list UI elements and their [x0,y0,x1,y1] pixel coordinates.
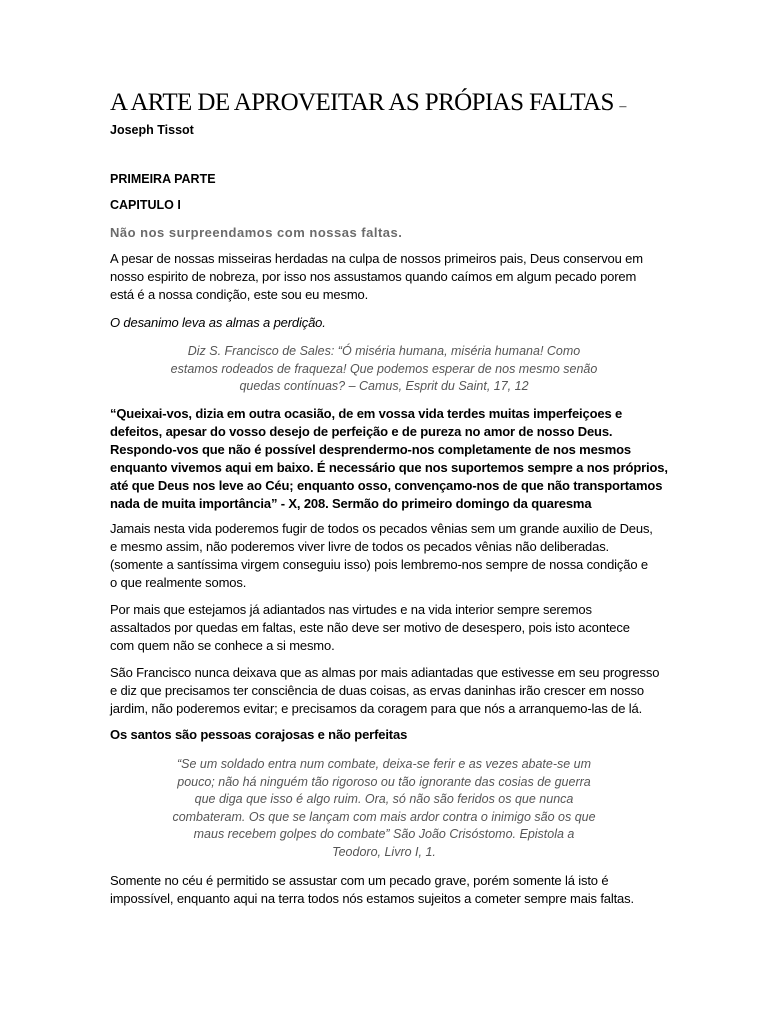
paragraph-line: o que realmente somos. [110,575,247,590]
paragraph-line: Somente no céu é permitido se assustar com um pecado grave, porém somente lá isto é [110,873,609,888]
paragraph-line: até que Deus nos leve ao Céu; enquanto osso, convençamo-nos de que não transportamos [110,478,663,493]
paragraph-line: e diz que precisamos ter consciência de duas coisas, as ervas daninhas irão crescer em nosso [110,683,644,698]
paragraph-line: Respondo-vos que não é possível desprendermo-nos completamente de nos mesmos [110,442,632,457]
paragraph-6 [110,664,658,718]
paragraph-line: está é a nossa condição, este sou eu mesmo. [110,287,369,302]
paragraph-2: O desanimo leva as almas a perdição. [110,315,326,330]
document-title-line [110,88,658,122]
document-page [110,88,668,906]
title-dash: – [619,99,626,114]
paragraph-line: e mesmo assim, não poderemos viver livre de todos os pecados vênias não deliberadas. [110,539,610,554]
paragraph-line: defeitos, apesar do vosso desejo de perfeição e de pureza no amor de nosso Deus. [110,424,613,439]
document-title: A ARTE DE APROVEITAR AS PRÓPIAS FALTAS [110,89,614,116]
quote-line: Teodoro, Livro I, 1. [332,844,436,859]
quote-line: estamos rodeados de fraqueza! Que podemos esperar de nos mesmo senão [170,361,598,376]
paragraph-line: Por mais que estejamos já adiantados nas virtudes e na vida interior sempre seremos [110,602,592,617]
quote-2 [110,756,658,861]
paragraph-line: “Queixai-vos, dizia em outra ocasião, de em vossa vida terdes muitas imperfeiçoes e [110,406,623,421]
paragraph-7: Os santos são pessoas corajosas e não perfeitas [110,727,408,742]
quote-line: quedas contínuas? – Camus, Esprit du Saint, 17, 12 [239,379,529,393]
paragraph-line: nosso espirito de nobreza, por isso nos assustamos quando caímos em algum pecado porem [110,269,637,284]
quote-line: maus recebem golpes do combate” São João Crisóstomo. Epistola a [193,827,575,841]
quote-line: combateram. Os que se lançam com mais ardor contra o inimigo são os que [172,809,596,824]
paragraph-line: (somente a santíssima virgem conseguiu isso) pois lembremo-nos sempre de nossa condição e [110,557,648,572]
paragraph-line: impossível, enquanto aqui na terra todos nós estamos sujeitos a cometer sempre mais faltas. [110,891,634,906]
paragraph-line: enquanto vivemos aqui em baixo. É necessário que nos suportemos sempre a nos próprios, [110,460,668,475]
author-name: Joseph Tissot [110,123,194,137]
quote-line: Diz S. Francisco de Sales: “Ó miséria humana, miséria humana! Como [187,344,581,358]
paragraph-line: nada de muita importância” - X, 208. Sermão do primeiro domingo da quaresma [110,496,592,511]
paragraph-4 [110,520,658,592]
quote-line: “Se um soldado entra num combate, deixa-se ferir e as vezes abate-se um [176,757,592,771]
chapter-heading: CAPITULO I [110,198,181,212]
part-heading: PRIMEIRA PARTE [110,172,216,186]
paragraph-line: São Francisco nunca deixava que as almas por mais adiantadas que estivesse em seu progresso [110,665,660,680]
paragraph-line: com quem não se conhece a si mesmo. [110,638,335,653]
paragraph-line: Jamais nesta vida poderemos fugir de todos os pecados vênias sem um grande auxilio de Deus, [110,521,653,536]
paragraph-1 [110,250,658,304]
quote-1 [110,343,658,396]
quote-line: pouco; não há ninguém tão rigoroso ou tão ignorante das cosias de guerra [177,774,591,789]
paragraph-5 [110,601,658,655]
paragraph-8 [110,872,658,908]
paragraph-line: A pesar de nossas misseiras herdadas na culpa de nossos primeiros pais, Deus conservou em [110,251,643,266]
paragraph-line: jardim, não poderemos evitar; e precisamos da coragem para que nós a arranquemo-las de lá. [110,701,643,716]
paragraph-3 [110,405,668,513]
paragraph-line: assaltados por quedas em faltas, este não deve ser motivo de desespero, pois isto acontece [110,620,630,635]
chapter-subtitle: Não nos surpreendamos com nossas faltas. [110,225,403,240]
quote-line: que diga que isso é algo ruim. Ora, só não são feridos os que nunca [194,792,574,806]
